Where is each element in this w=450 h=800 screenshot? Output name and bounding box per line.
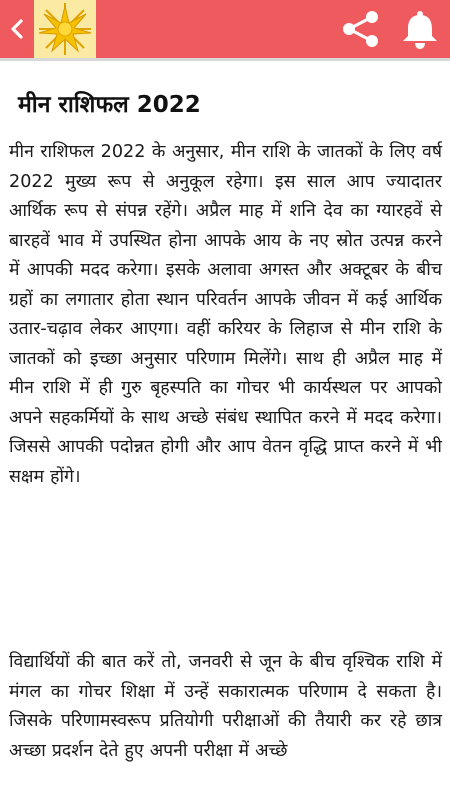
share-icon: [336, 6, 384, 52]
share-button[interactable]: [336, 6, 384, 52]
chevron-left-icon: [10, 18, 24, 40]
notifications-button[interactable]: [396, 6, 444, 52]
app-logo: [34, 0, 96, 58]
article-paragraph: मीन राशिफल 2022 के अनुसार, मीन राशि के जातकों के लिए वर्ष 2022 मुख्य रूप से अनुकूल रहेगा। इस साल आप ज्यादातर आर्थिक रूप से संपन्न रहेंगे। अप्रैल माह में शनि देव का ग्यारहवें से बारहवें भाव में उपस्थित होना आपके आय के नए स्रोत उत्पन्न करने में आपकी मदद करेगा। इसके अलावा अगस्त और अक्टूबर के बीच ग्रहों का लगातार होता स्थान परिवर्तन आपके जीवन में कई आर्थिक उतार-चढ़ाव लेकर आएगा। वहीं करियर के लिहाज से मीन राशि के जातकों को इच्छा अनुसार परिणाम मिलेंगे। साथ ही अप्रैल माह में मीन राशि में ही गुरु बृहस्पति का गोचर भी कार्यस्थल पर आपको अपने सहकर्मियों के साथ अच्छे संबंध स्थापित करने में मदद करेगा। जिससे आपकी पदोन्नत होगी और आप वेतन वृद्धि प्राप्त करने में भी सक्षम होंगे।: [9, 142, 442, 487]
bell-icon: [396, 6, 444, 52]
back-button[interactable]: [0, 0, 34, 58]
article-paragraph: विद्यार्थियों की बात करें तो, जनवरी से जून के बीच वृश्चिक राशि में मंगल का गोचर शिक्षा में उन्हें सकारात्मक परिणाम दे सकता है। जिसके परिणामस्वरूप प्रतियोगी परीक्षाओं की तैयारी कर रहे छात्र अच्छा प्रदर्शन देते हुए अपनी परीक्षा में अच्छे: [9, 652, 442, 761]
article-title: मीन राशिफल 2022: [18, 92, 201, 118]
sun-logo-icon: [34, 0, 96, 58]
article-content[interactable]: [0, 61, 450, 800]
app-bar: [0, 0, 450, 58]
